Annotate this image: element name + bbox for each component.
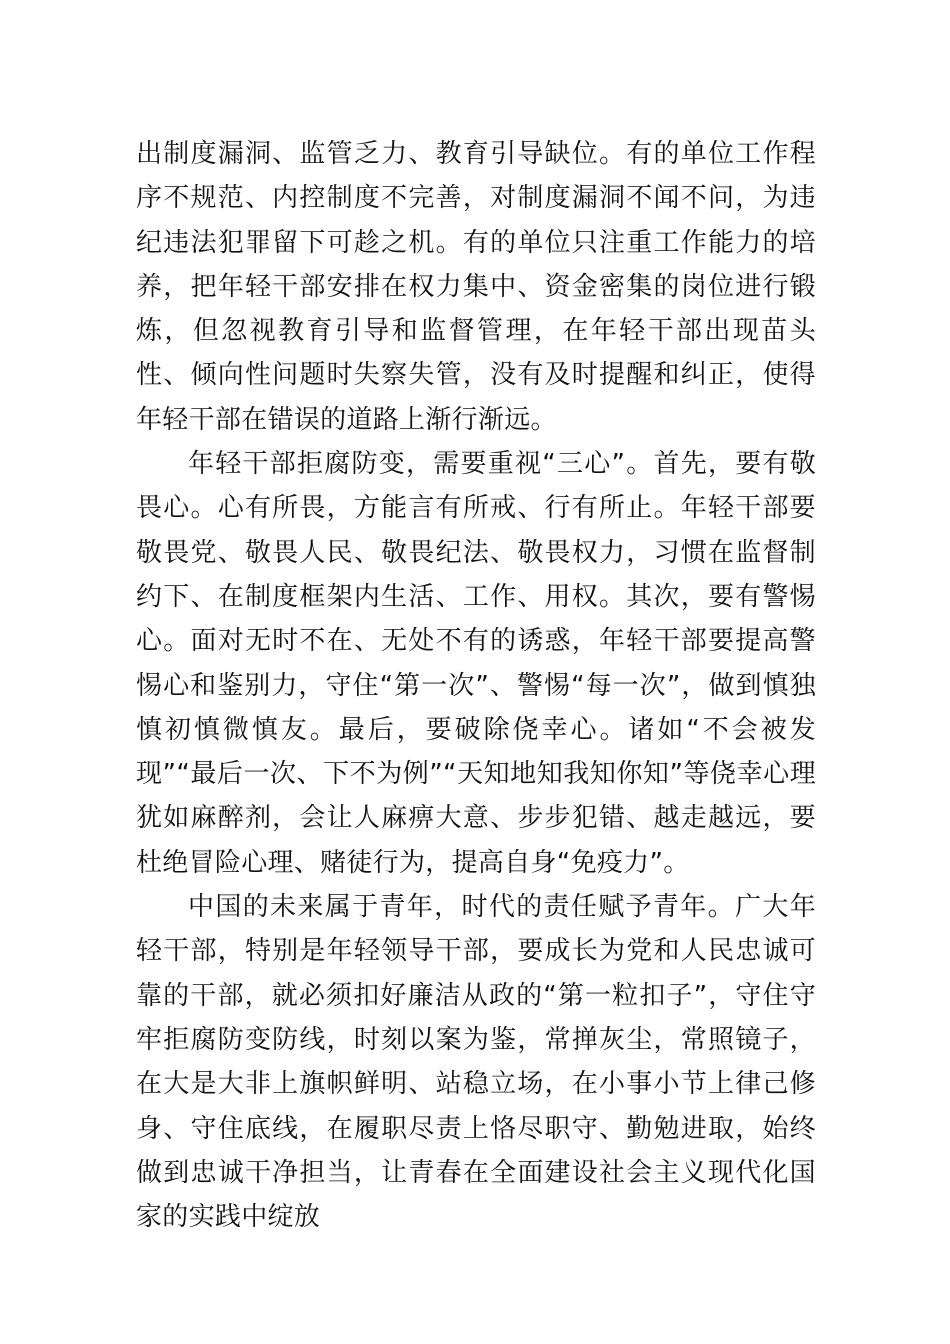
document-body [136,132,816,1239]
paragraph-youth-future: 中国的未来属于青年，时代的责任赋予青年。广大年轻干部，特别是年轻领导干部，要成长为党和人民忠诚可靠的干部，就必须扣好廉洁从政的“第一粒扣子”，守住守牢拒腐防变防线，时刻以案为鉴，常掸灰尘，常照镜子，在大是大非上旗帜鲜明、站稳立场，在小事小节上律己修身、守住底线，在履职尽责上恪尽职守、勤勉进取，始终做到忠诚干净担当，让青春在全面建设社会主义现代化国家的实践中绽放 [136,892,816,1233]
paragraph-continued: 出制度漏洞、监管乏力、教育引导缺位。有的单位工作程序不规范、内控制度不完善，对制度漏洞不闻不问，为违纪违法犯罪留下可趁之机。有的单位只注重工作能力的培养，把年轻干部安排在权力集中、资金密集的岗位进行锻炼，但忽视教育引导和监督管理，在年轻干部出现苗头性、倾向性问题时失察失管，没有及时提醒和纠正，使得年轻干部在错误的道路上渐行渐远。 [136,139,816,435]
paragraph-three-hearts: 年轻干部拒腐防变，需要重视“三心”。首先，要有敬畏心。心有所畏，方能言有所戒、行有所止。年轻干部要敬畏党、敬畏人民、敬畏纪法、敬畏权力，习惯在监督制约下、在制度框架内生活、工作、用权。其次，要有警惕心。面对无时不在、无处不有的诱惑，年轻干部要提高警惕心和鉴别力，守住“第一次”、警惕“每一次”，做到慎独慎初慎微慎友。最后，要破除侥幸心。诸如“不会被发现”“最后一次、下不为例”“天知地知我知你知”等侥幸心理犹如麻醉剂，会让人麻痹大意、步步犯错、越走越远，要杜绝冒险心理、赌徒行为，提高自身“免疫力”。 [136,449,816,878]
